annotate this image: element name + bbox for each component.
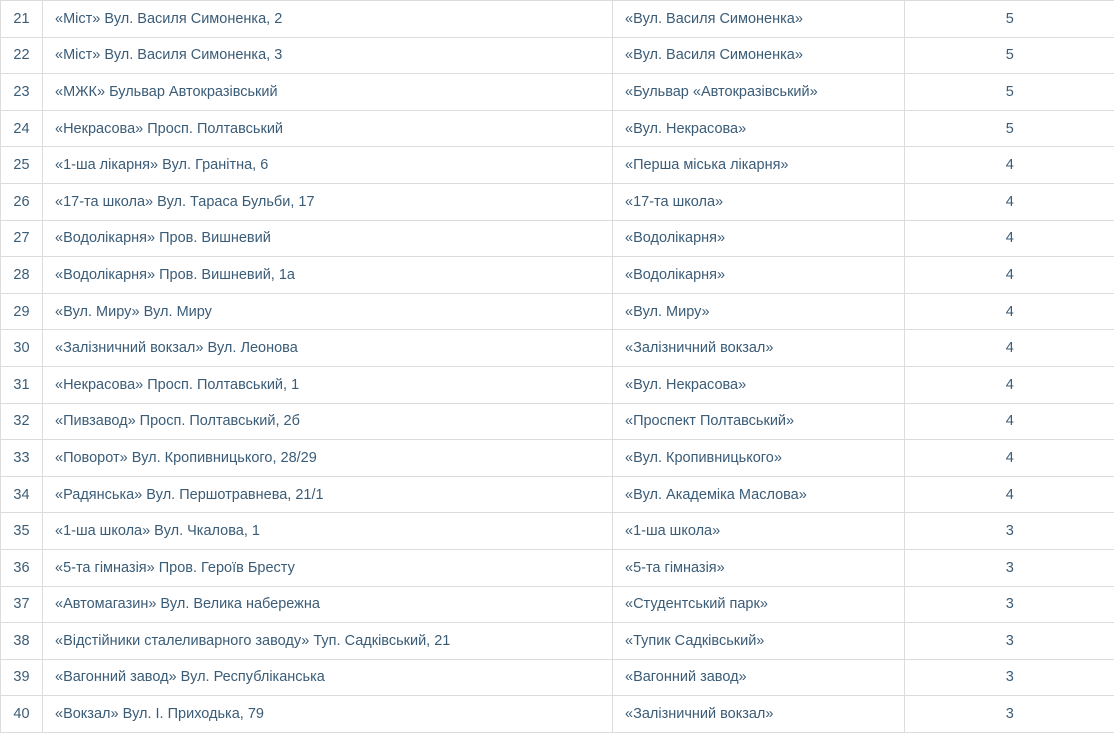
row-stop: «Вул. Некрасова» [613, 366, 905, 403]
row-number: 26 [1, 183, 43, 220]
row-number: 39 [1, 659, 43, 696]
table-row [1, 330, 1114, 367]
row-count: 3 [905, 623, 1114, 660]
row-number: 40 [1, 696, 43, 733]
row-stop: «Вул. Миру» [613, 293, 905, 330]
row-name: «Вагонний завод» Вул. Республіканська [43, 659, 613, 696]
row-name: «МЖК» Бульвар Автокразівський [43, 74, 613, 111]
row-stop: «Залізничний вокзал» [613, 696, 905, 733]
row-number: 22 [1, 37, 43, 74]
row-count: 5 [905, 110, 1114, 147]
row-number: 33 [1, 440, 43, 477]
row-number: 25 [1, 147, 43, 184]
row-name: «Автомагазин» Вул. Велика набережна [43, 586, 613, 623]
row-name: «Міст» Вул. Василя Симоненка, 2 [43, 1, 613, 38]
row-number: 35 [1, 513, 43, 550]
row-stop: «Вул. Кропивницького» [613, 440, 905, 477]
table-row [1, 183, 1114, 220]
row-name: «Радянська» Вул. Першотравнева, 21/1 [43, 476, 613, 513]
table-row [1, 549, 1114, 586]
row-number: 31 [1, 366, 43, 403]
table-row [1, 74, 1114, 111]
row-count: 3 [905, 586, 1114, 623]
row-number: 30 [1, 330, 43, 367]
row-stop: «17-та школа» [613, 183, 905, 220]
table-row [1, 696, 1114, 733]
row-count: 4 [905, 183, 1114, 220]
row-name: «5-та гімназія» Пров. Героїв Бресту [43, 549, 613, 586]
row-name: «Вокзал» Вул. І. Приходька, 79 [43, 696, 613, 733]
row-name: «Водолікарня» Пров. Вишневий, 1а [43, 257, 613, 294]
row-count: 4 [905, 220, 1114, 257]
row-number: 29 [1, 293, 43, 330]
table-row [1, 147, 1114, 184]
row-stop: «Вул. Академіка Маслова» [613, 476, 905, 513]
row-stop: «Тупик Садківський» [613, 623, 905, 660]
row-number: 34 [1, 476, 43, 513]
row-name: «Водолікарня» Пров. Вишневий [43, 220, 613, 257]
row-count: 3 [905, 549, 1114, 586]
row-stop: «Бульвар «Автокразівський» [613, 74, 905, 111]
row-name: «1-ша лікарня» Вул. Гранітна, 6 [43, 147, 613, 184]
row-number: 27 [1, 220, 43, 257]
row-count: 4 [905, 257, 1114, 294]
row-number: 23 [1, 74, 43, 111]
table-row [1, 659, 1114, 696]
row-stop: «Вул. Василя Симоненка» [613, 1, 905, 38]
row-count: 5 [905, 74, 1114, 111]
table-row [1, 110, 1114, 147]
row-number: 36 [1, 549, 43, 586]
row-name: «17-та школа» Вул. Тараса Бульби, 17 [43, 183, 613, 220]
row-count: 4 [905, 403, 1114, 440]
row-number: 32 [1, 403, 43, 440]
row-stop: «Вагонний завод» [613, 659, 905, 696]
table-row [1, 37, 1114, 74]
row-count: 4 [905, 440, 1114, 477]
row-name: «1-ша школа» Вул. Чкалова, 1 [43, 513, 613, 550]
row-stop: «1-ша школа» [613, 513, 905, 550]
row-stop: «Вул. Некрасова» [613, 110, 905, 147]
row-number: 38 [1, 623, 43, 660]
row-count: 5 [905, 1, 1114, 38]
row-stop: «Вул. Василя Симоненка» [613, 37, 905, 74]
row-count: 3 [905, 659, 1114, 696]
row-name: «Некрасова» Просп. Полтавський, 1 [43, 366, 613, 403]
table-row [1, 220, 1114, 257]
table-row [1, 476, 1114, 513]
row-count: 3 [905, 696, 1114, 733]
row-stop: «Студентський парк» [613, 586, 905, 623]
row-stop: «Водолікарня» [613, 220, 905, 257]
row-count: 4 [905, 147, 1114, 184]
row-stop: «Перша міська лікарня» [613, 147, 905, 184]
row-number: 28 [1, 257, 43, 294]
table-row [1, 257, 1114, 294]
row-stop: «Проспект Полтавський» [613, 403, 905, 440]
row-count: 5 [905, 37, 1114, 74]
row-name: «Некрасова» Просп. Полтавський [43, 110, 613, 147]
row-number: 24 [1, 110, 43, 147]
table-row [1, 586, 1114, 623]
table-row [1, 623, 1114, 660]
row-count: 4 [905, 366, 1114, 403]
table-row [1, 440, 1114, 477]
row-stop: «Залізничний вокзал» [613, 330, 905, 367]
row-number: 21 [1, 1, 43, 38]
table-row [1, 1, 1114, 38]
table-row [1, 293, 1114, 330]
row-count: 4 [905, 293, 1114, 330]
row-name: «Поворот» Вул. Кропивницького, 28/29 [43, 440, 613, 477]
table-row [1, 403, 1114, 440]
table-row [1, 366, 1114, 403]
row-name: «Залізничний вокзал» Вул. Леонова [43, 330, 613, 367]
table-row [1, 513, 1114, 550]
row-name: «Вул. Миру» Вул. Миру [43, 293, 613, 330]
table-body [1, 1, 1114, 733]
row-name: «Відстійники сталеливарного заводу» Туп. Садківський, 21 [43, 623, 613, 660]
row-number: 37 [1, 586, 43, 623]
row-count: 4 [905, 476, 1114, 513]
row-name: «Міст» Вул. Василя Симоненка, 3 [43, 37, 613, 74]
row-count: 4 [905, 330, 1114, 367]
row-name: «Пивзавод» Просп. Полтавський, 2б [43, 403, 613, 440]
row-count: 3 [905, 513, 1114, 550]
row-stop: «5-та гімназія» [613, 549, 905, 586]
row-stop: «Водолікарня» [613, 257, 905, 294]
